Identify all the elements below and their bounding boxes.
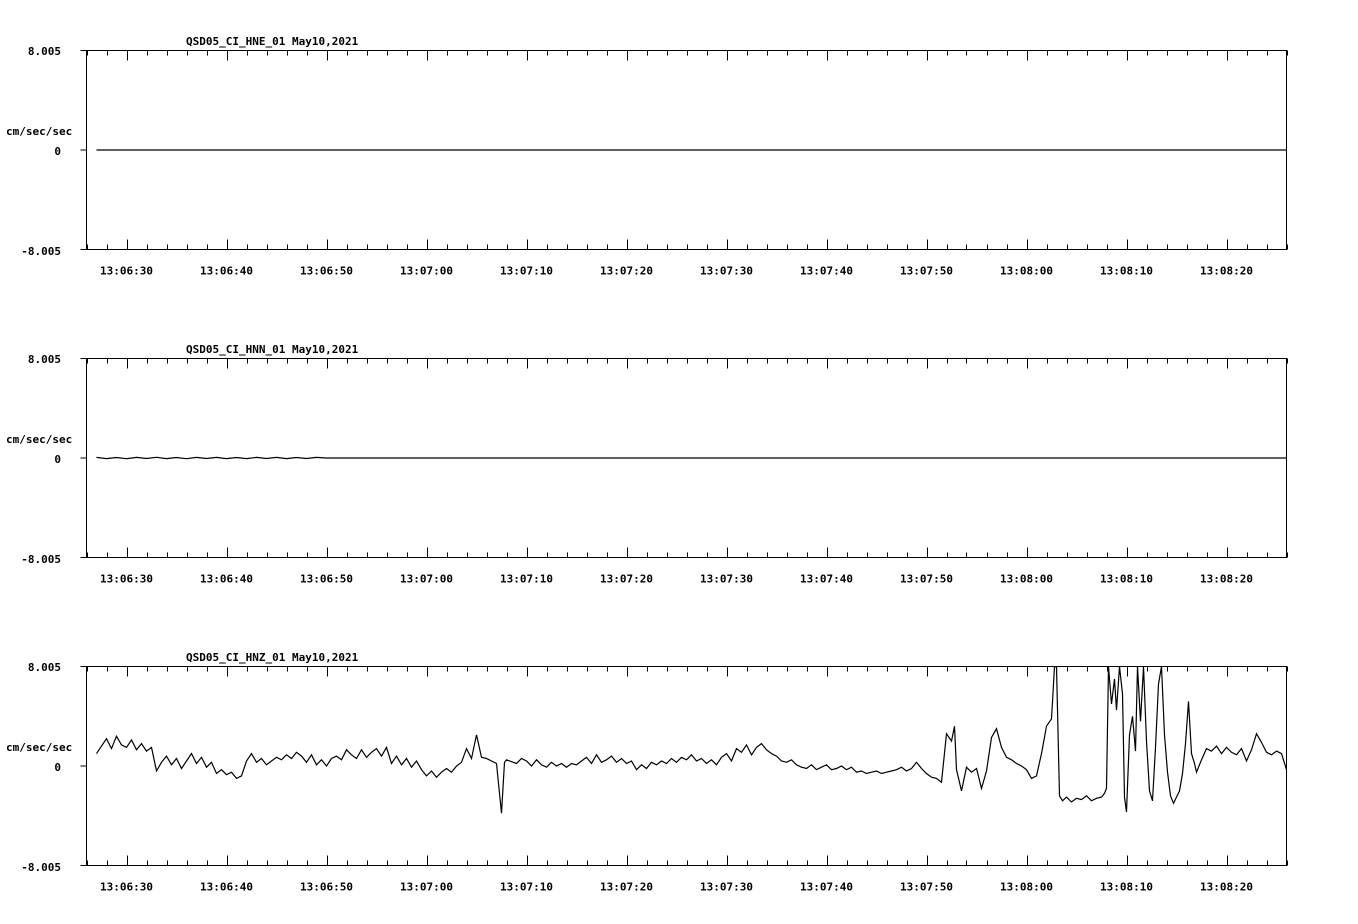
- y-tick-label-zero: 0: [54, 761, 61, 774]
- x-tick-label: 13:06:30: [100, 880, 153, 894]
- y-tick-label-zero: 0: [54, 145, 61, 158]
- seismogram-chart: [0, 616, 1358, 916]
- x-tick-label: 13:07:00: [400, 264, 453, 278]
- x-tick-label: 13:07:20: [600, 264, 653, 278]
- y-tick-label-bottom: -8.005: [21, 553, 61, 566]
- x-tick-label: 13:07:40: [800, 880, 853, 894]
- x-tick-label: 13:07:00: [400, 572, 453, 586]
- y-axis-label: cm/sec/sec: [6, 741, 73, 754]
- chart-panel-hne: [0, 0, 1358, 300]
- seismogram-chart: [0, 308, 1358, 608]
- chart-title: QSD05_CI_HNN_01 May10,2021: [186, 343, 359, 356]
- y-tick-label-top: 8.005: [27, 661, 61, 674]
- x-tick-label: 13:07:50: [900, 264, 953, 278]
- x-tick-label: 13:07:10: [500, 880, 553, 894]
- chart-panel-hnz: [0, 616, 1358, 916]
- x-tick-label: 13:08:20: [1200, 264, 1253, 278]
- seismogram-chart: [0, 0, 1358, 300]
- x-tick-label: 13:07:30: [700, 880, 753, 894]
- y-tick-label-zero: 0: [54, 453, 61, 466]
- x-tick-label: 13:07:40: [800, 572, 853, 586]
- x-tick-label: 13:08:10: [1100, 880, 1153, 894]
- x-tick-label: 13:08:20: [1200, 880, 1253, 894]
- waveform-trace: [97, 667, 1287, 814]
- x-tick-label: 13:06:30: [100, 572, 153, 586]
- x-tick-label: 13:07:30: [700, 572, 753, 586]
- y-axis-label: cm/sec/sec: [6, 433, 73, 446]
- x-tick-label: 13:07:00: [400, 880, 453, 894]
- x-tick-label: 13:08:00: [1000, 880, 1053, 894]
- waveform-trace: [97, 457, 1287, 458]
- y-tick-label-top: 8.005: [27, 45, 61, 58]
- x-tick-label: 13:07:50: [900, 880, 953, 894]
- y-tick-label-top: 8.005: [27, 353, 61, 366]
- y-tick-label-bottom: -8.005: [21, 861, 61, 874]
- x-tick-label: 13:06:40: [200, 572, 253, 586]
- x-tick-label: 13:08:10: [1100, 572, 1153, 586]
- x-tick-label: 13:08:00: [1000, 572, 1053, 586]
- y-axis-label: cm/sec/sec: [6, 125, 73, 138]
- x-tick-label: 13:06:40: [200, 880, 253, 894]
- x-tick-label: 13:06:50: [300, 880, 353, 894]
- x-tick-label: 13:06:50: [300, 572, 353, 586]
- x-tick-label: 13:07:30: [700, 264, 753, 278]
- x-tick-label: 13:08:20: [1200, 572, 1253, 586]
- x-tick-label: 13:06:40: [200, 264, 253, 278]
- x-tick-label: 13:07:20: [600, 572, 653, 586]
- chart-panel-hnn: [0, 308, 1358, 608]
- x-tick-label: 13:08:00: [1000, 264, 1053, 278]
- x-tick-label: 13:07:50: [900, 572, 953, 586]
- x-tick-label: 13:07:40: [800, 264, 853, 278]
- x-tick-label: 13:06:30: [100, 264, 153, 278]
- chart-title: QSD05_CI_HNZ_01 May10,2021: [186, 651, 359, 664]
- x-tick-label: 13:08:10: [1100, 264, 1153, 278]
- y-tick-label-bottom: -8.005: [21, 245, 61, 258]
- chart-title: QSD05_CI_HNE_01 May10,2021: [186, 35, 359, 48]
- x-tick-label: 13:07:10: [500, 264, 553, 278]
- x-tick-label: 13:07:20: [600, 880, 653, 894]
- x-tick-label: 13:07:10: [500, 572, 553, 586]
- x-tick-label: 13:06:50: [300, 264, 353, 278]
